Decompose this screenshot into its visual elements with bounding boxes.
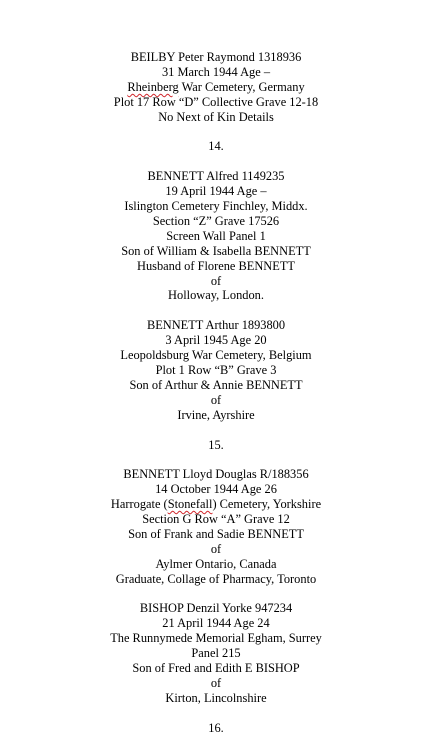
blank-line (0, 452, 432, 467)
line-text: of (210, 541, 222, 556)
line-text: 21 April 1944 Age 24 (162, 616, 270, 631)
text-line (0, 408, 432, 423)
page-number (0, 721, 432, 736)
line-text: Son of Fred and Edith E BISHOP (132, 661, 300, 676)
line-text-tail: War Cemetery, Germany (178, 79, 305, 94)
text-line (0, 259, 432, 274)
line-text: The Runnymede Memorial Egham, Surrey (110, 631, 322, 646)
text-line (0, 95, 432, 110)
line-text-tail: ) Cemetery, Yorkshire (212, 497, 322, 512)
line-text: Panel 215 (191, 646, 241, 661)
text-line (0, 333, 432, 348)
text-line (0, 348, 432, 363)
line-text: Section G Row “A” Grave 12 (142, 512, 290, 527)
line-text: Son of William & Isabella BENNETT (121, 243, 311, 258)
text-line (0, 527, 432, 542)
line-text: Screen Wall Panel 1 (166, 228, 266, 243)
text-line (0, 363, 432, 378)
line-text: BISHOP Denzil Yorke 947234 (139, 601, 293, 616)
blank-line (0, 303, 432, 318)
text-line (0, 482, 432, 497)
line-text: BENNETT Lloyd Douglas R/188356 (123, 467, 309, 482)
text-line (0, 139, 432, 154)
blank-line (0, 706, 432, 721)
record-entry (0, 467, 432, 586)
text-line (0, 80, 432, 95)
text-line (0, 438, 432, 453)
line-text: 31 March 1944 Age – (161, 64, 271, 79)
spellcheck-flagged-word: Rheinberg (127, 79, 179, 94)
spellcheck-flagged-word: Stonefall (167, 497, 213, 512)
text-line (0, 721, 432, 736)
text-line (0, 676, 432, 691)
text-line (0, 661, 432, 676)
line-text: Holloway, London. (168, 288, 264, 303)
page-number (0, 139, 432, 154)
line-text: Plot 1 Row “B” Grave 3 (155, 362, 277, 377)
line-text: Section “Z” Grave 17526 (152, 213, 280, 228)
line-text: Kirton, Lincolnshire (165, 690, 267, 705)
line-text: Graduate, Collage of Pharmacy, Toronto (115, 571, 317, 586)
line-text: 19 April 1944 Age – (165, 184, 267, 199)
line-text: Husband of Florene BENNETT (137, 258, 295, 273)
line-text: Harrogate ( (110, 497, 168, 512)
record-entry (0, 601, 432, 705)
document-page (0, 50, 432, 736)
line-text: Plot 17 Row “D” Collective Grave 12-18 (113, 94, 319, 109)
line-text: of (210, 273, 222, 288)
blank-line (0, 125, 432, 140)
text-line (0, 169, 432, 184)
text-line (0, 184, 432, 199)
line-text: 15. (208, 437, 224, 452)
text-line (0, 318, 432, 333)
record-entry (0, 50, 432, 125)
text-line (0, 616, 432, 631)
text-line (0, 229, 432, 244)
text-line (0, 512, 432, 527)
blank-line (0, 587, 432, 602)
line-text: 14 October 1944 Age 26 (155, 482, 277, 497)
blank-line (0, 423, 432, 438)
line-text: 16. (208, 720, 224, 735)
text-line (0, 65, 432, 80)
line-text: Son of Arthur & Annie BENNETT (129, 377, 303, 392)
text-line (0, 646, 432, 661)
text-line (0, 572, 432, 587)
line-text: BENNETT Alfred 1149235 (147, 169, 285, 184)
page-number (0, 438, 432, 453)
line-text: Son of Frank and Sadie BENNETT (128, 526, 304, 541)
record-entry (0, 169, 432, 303)
line-text: 14. (208, 139, 224, 154)
text-line (0, 467, 432, 482)
line-text: of (210, 675, 222, 690)
text-line (0, 497, 432, 512)
text-line (0, 288, 432, 303)
record-entry (0, 318, 432, 422)
text-line (0, 50, 432, 65)
line-text: No Next of Kin Details (158, 109, 274, 124)
text-line (0, 110, 432, 125)
line-text: 3 April 1945 Age 20 (165, 333, 267, 348)
text-line (0, 393, 432, 408)
text-line (0, 199, 432, 214)
line-text: Aylmer Ontario, Canada (155, 556, 277, 571)
text-line (0, 691, 432, 706)
line-text: of (210, 392, 222, 407)
text-line (0, 631, 432, 646)
line-text: Islington Cemetery Finchley, Middx. (124, 199, 308, 214)
text-line (0, 601, 432, 616)
text-line (0, 214, 432, 229)
blank-line (0, 154, 432, 169)
text-line (0, 542, 432, 557)
text-line (0, 378, 432, 393)
line-text: Irvine, Ayrshire (177, 407, 255, 422)
text-line (0, 244, 432, 259)
line-text: Leopoldsburg War Cemetery, Belgium (120, 348, 312, 363)
line-text: BENNETT Arthur 1893800 (146, 318, 286, 333)
line-text: BEILBY Peter Raymond 1318936 (130, 50, 302, 64)
text-line (0, 274, 432, 289)
text-line (0, 557, 432, 572)
